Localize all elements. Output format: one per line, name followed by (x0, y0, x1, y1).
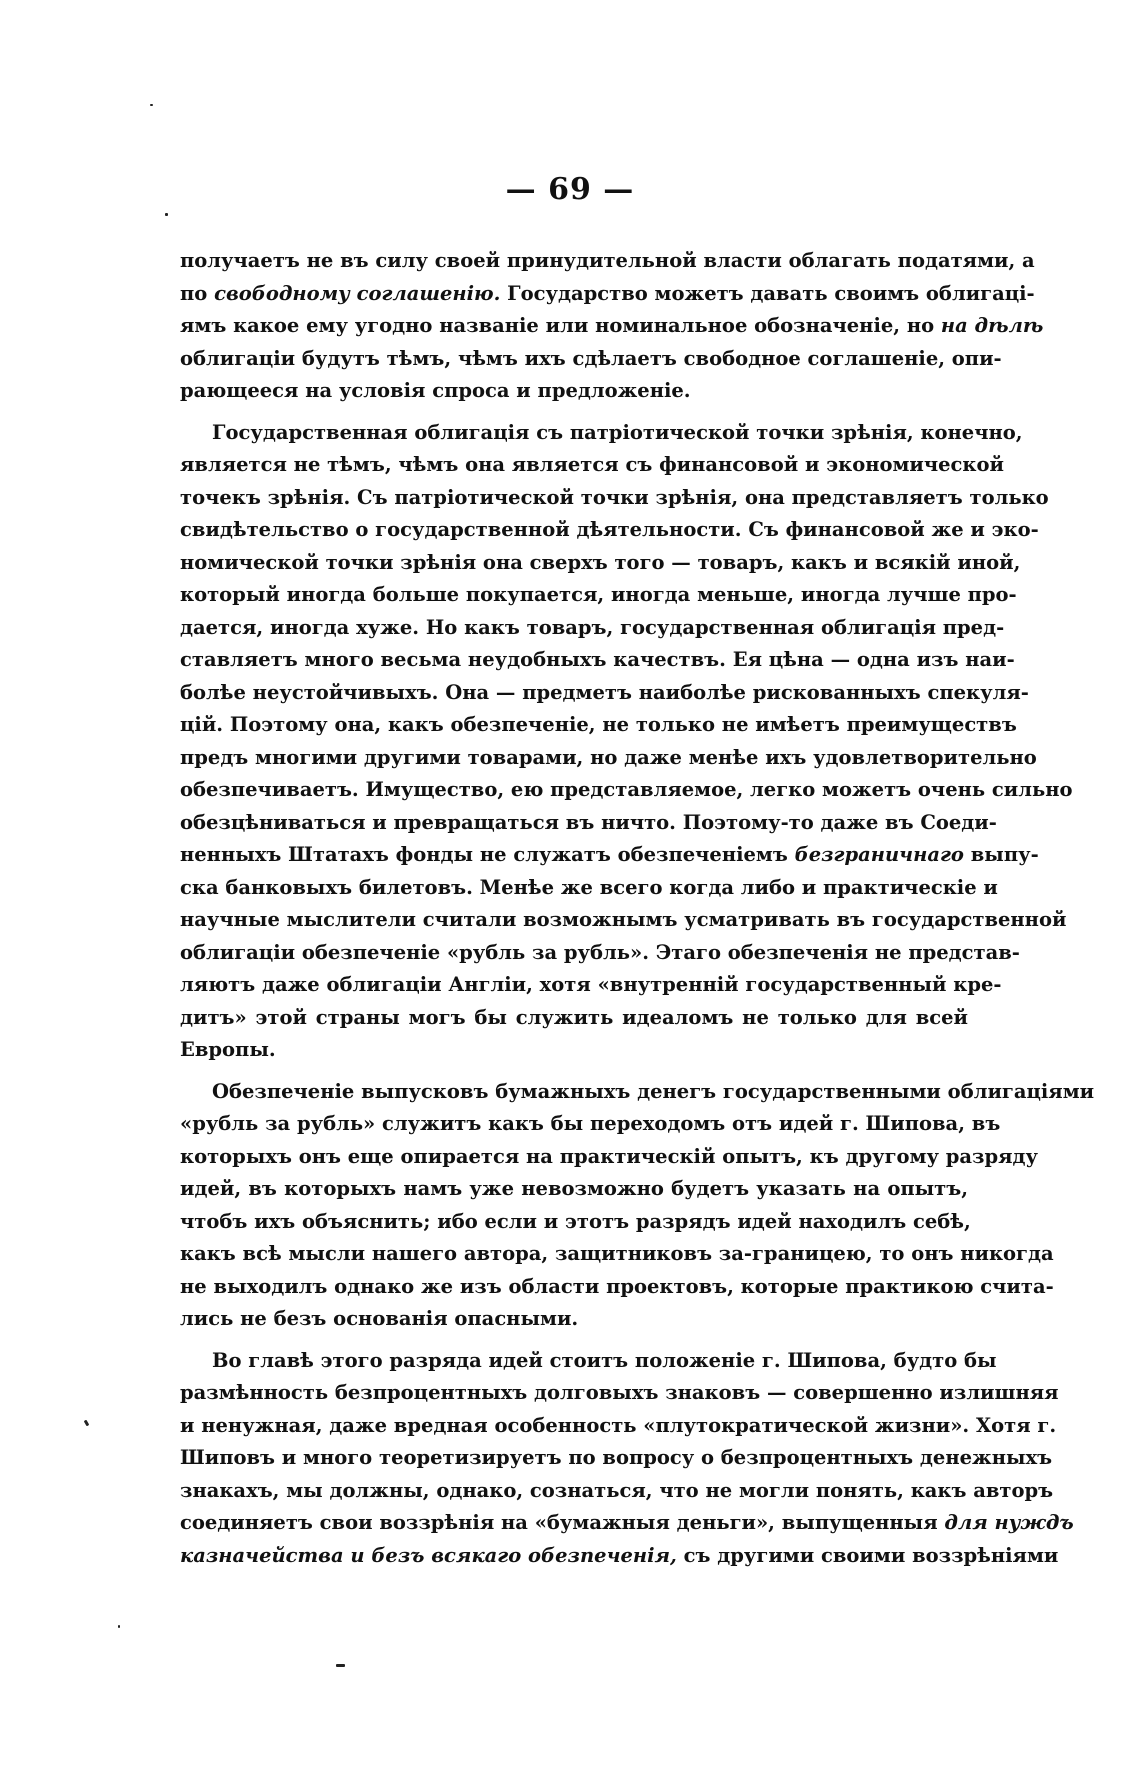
text-line (180, 1141, 1038, 1174)
italic-text: свободному соглашенію. (214, 281, 501, 305)
text-span: является не тѣмъ, чѣмъ она является съ финансовой и экономической (180, 453, 1004, 476)
text-span: соединяетъ свои воззрѣнія на «бумажныя деньги», выпущенныя (180, 1511, 945, 1534)
paragraph-gap (180, 408, 968, 417)
italic-text: безграничнаго (794, 843, 964, 866)
text-span: Европы. (180, 1038, 276, 1061)
text-line (180, 245, 1035, 278)
text-line (180, 612, 1005, 645)
text-line (180, 904, 1067, 937)
text-line (180, 1173, 968, 1206)
text-span: и ненужная, даже вредная особенность «плутократической жизни». Хотя г. (180, 1413, 1057, 1437)
text-span: ставляетъ много весьма неудобныхъ качествъ. Ея цѣна — одна изъ наи- (180, 648, 1015, 671)
text-span: обезцѣниваться и превращаться въ ничто. Поэтому-то даже въ Соеди- (180, 810, 997, 834)
text-span: рающееся на условія спроса и предложеніе. (180, 379, 691, 402)
scan-speck (118, 1625, 120, 1628)
text-span: ненныхъ Штатахъ фонды не служатъ обезпеченіемъ (180, 843, 795, 866)
text-span: идей, въ которыхъ намъ уже невозможно будетъ указать на опытъ, (180, 1177, 968, 1200)
text-line (180, 807, 997, 840)
text-line (180, 709, 1017, 742)
text-line (180, 1442, 1053, 1475)
text-line (180, 1507, 1074, 1540)
paragraph-gap (180, 1067, 968, 1076)
text-line (180, 343, 1002, 376)
text-line (180, 1345, 997, 1378)
text-span: Государственная облигація съ патріотической точки зрѣнія, конечно, (212, 420, 1023, 444)
text-span: ямъ какое ему угодно названіе или номинальное обозначеніе, но (180, 314, 941, 337)
italic-text: казначейства и безъ всякаго обезпеченія, (180, 1543, 677, 1567)
text-span: «рубль за рубль» служитъ какъ бы переходомъ отъ идей г. Шипова, въ (180, 1112, 1001, 1135)
text-span: облигаціи будутъ тѣмъ, чѣмъ ихъ сдѣлаетъ свободное соглашеніе, опи- (180, 346, 1002, 370)
text-line (180, 872, 998, 905)
text-span: свидѣтельство о государственной дѣятельности. Съ финансовой же и эко- (180, 518, 1039, 541)
text-line (180, 1002, 968, 1035)
text-line (180, 417, 1023, 450)
text-span: Шиповъ и много теоретизируетъ по вопросу о безпроцентныхъ денежныхъ (180, 1446, 1053, 1469)
text-line (180, 375, 968, 408)
text-span: размѣнность безпроцентныхъ долговыхъ знаковъ — совершенно излишняя (180, 1381, 1059, 1404)
text-span: Государство можетъ давать своимъ облигаці- (500, 281, 1035, 305)
text-span: цій. Поэтому она, какъ обезпеченіе, не только не имѣетъ преимуществъ (180, 713, 1017, 736)
body-text (180, 245, 1095, 1572)
text-line (180, 969, 1002, 1002)
text-line (180, 644, 1015, 677)
text-span: Во главѣ этого разряда идей стоитъ положеніе г. Шипова, будто бы (212, 1348, 997, 1372)
text-span: дается, иногда хуже. Но какъ товаръ, государственная облигація пред- (180, 615, 1005, 639)
text-line (180, 547, 1021, 580)
text-span: точекъ зрѣнія. Съ патріотической точки зрѣнія, она представляетъ только (180, 485, 1049, 509)
text-span: по (180, 281, 215, 305)
text-line (180, 514, 1039, 547)
text-line (180, 937, 1020, 970)
text-line (180, 839, 1039, 872)
text-span: обезпечиваетъ. Имущество, ею представляемое, легко можетъ очень сильно (180, 778, 1073, 801)
text-span: съ другими своими воззрѣніями (676, 1543, 1059, 1567)
text-line (180, 1271, 1054, 1304)
text-line (180, 1377, 1059, 1410)
text-span: предъ многими другими товарами, но даже менѣе ихъ удовлетворительно (180, 745, 1037, 769)
text-span: какъ всѣ мысли нашего автора, защитниковъ за-границею, то онъ никогда (180, 1242, 1054, 1265)
text-line (180, 1034, 968, 1067)
text-line (180, 774, 1073, 807)
text-line (180, 449, 1004, 482)
text-line (180, 1238, 1054, 1271)
text-span: Обезпеченіе выпусковъ бумажныхъ денегъ государственными облигаціями (212, 1079, 1095, 1103)
italic-text: для нуждъ (944, 1511, 1074, 1534)
text-line (180, 1475, 1054, 1508)
text-span: ляютъ даже облигаціи Англіи, хотя «внутренній государственный кре- (180, 973, 1002, 996)
scan-speck (150, 104, 153, 106)
paragraph-gap (180, 1336, 968, 1345)
text-span: чтобъ ихъ объяснить; ибо если и этотъ разрядъ идей находилъ себѣ, (180, 1209, 971, 1233)
text-span: дитъ» этой страны могъ бы служить идеаломъ не только для всей (180, 1005, 968, 1029)
text-line (180, 1076, 1095, 1109)
scan-speck (84, 1420, 90, 1427)
text-line (180, 1108, 1001, 1141)
scan-speck (165, 213, 168, 216)
text-line (180, 1540, 1059, 1573)
text-span: выпу- (963, 843, 1039, 866)
text-span: облигаціи обезпеченіе «рубль за рубль». Этаго обезпеченія не представ- (180, 940, 1020, 964)
text-span: лись не безъ основанія опасными. (180, 1307, 579, 1330)
text-line (180, 742, 1037, 775)
text-span: который иногда больше покупается, иногда меньше, иногда лучше про- (180, 583, 1017, 606)
text-span: ска банковыхъ билетовъ. Менѣе же всего когда либо и практическіе и (180, 875, 998, 899)
page-number: — 69 — (505, 172, 635, 207)
text-span: номической точки зрѣнія она сверхъ того — товаръ, какъ и всякій иной, (180, 550, 1021, 574)
text-line (180, 579, 1017, 612)
text-span: которыхъ онъ еще опирается на практическій опытъ, къ другому разряду (180, 1144, 1038, 1168)
text-line (180, 278, 1035, 311)
scan-speck (336, 1664, 345, 1667)
text-line (180, 1410, 1057, 1443)
text-span: знакахъ, мы должны, однако, сознаться, что не могли понять, какъ авторъ (180, 1478, 1054, 1502)
text-line (180, 482, 1049, 515)
text-line (180, 677, 1029, 710)
text-span: получаетъ не въ силу своей принудительной власти облагать податями, а (180, 249, 1035, 272)
text-line (180, 1206, 971, 1239)
text-line (180, 310, 1044, 343)
text-span: научные мыслители считали возможнымъ усматривать въ государственной (180, 908, 1067, 931)
text-span: болѣе неустойчивыхъ. Она — предметъ наиболѣе рискованныхъ спекуля- (180, 680, 1029, 704)
italic-text: на дѣлѣ (940, 314, 1044, 337)
text-line (180, 1303, 968, 1336)
text-span: не выходилъ однако же изъ области проектовъ, которые практикою счита- (180, 1274, 1054, 1298)
